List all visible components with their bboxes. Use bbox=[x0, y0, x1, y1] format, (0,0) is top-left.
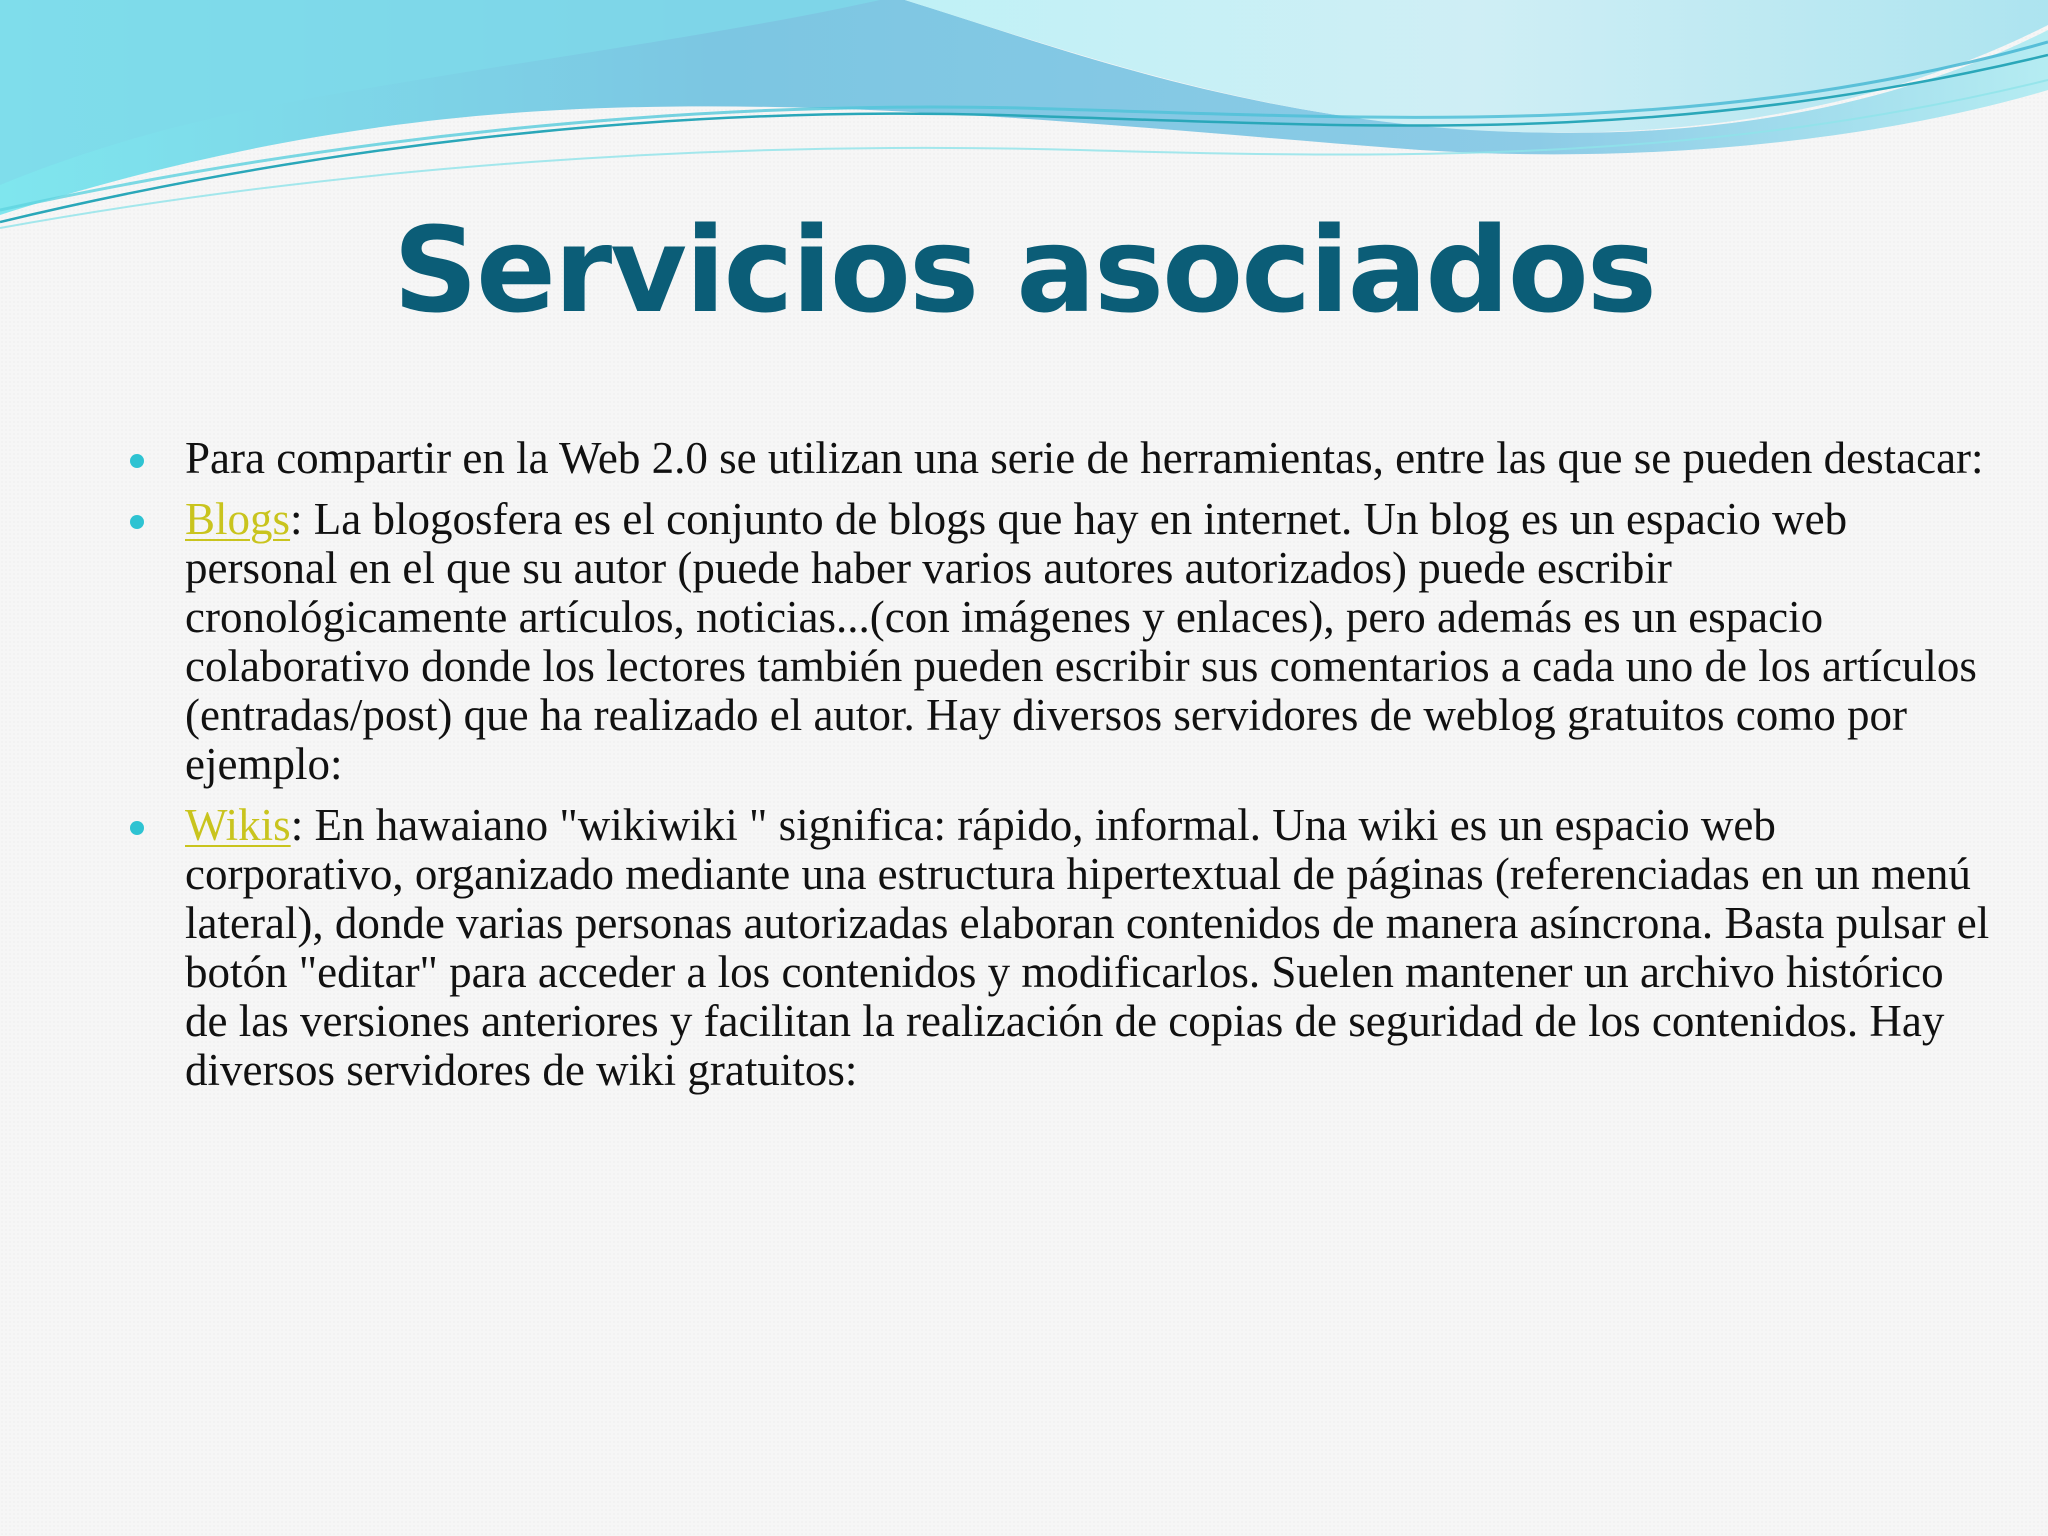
bullet-text: Para compartir en la Web 2.0 se utilizan una serie de herramientas, entre las que se pueden destacar: bbox=[185, 433, 1984, 483]
bullet-dot-icon bbox=[130, 821, 144, 835]
wikis-link[interactable]: Wikis bbox=[185, 800, 291, 850]
bullet-text: : La blogosfera es el conjunto de blogs que hay en internet. Un blog es un espacio web personal en el que su autor (puede haber varios autores autorizados) puede escribir cronológicamente artículos, noticias...(con imágenes y enlaces), pero además es un espacio colaborativo donde los lectores también pueden escribir sus comentarios a cada uno de los artículos (entradas/post) que ha realizado el autor. Hay diversos servidores de weblog gratuitos como por ejemplo: bbox=[185, 494, 1977, 789]
slide-title: Servicios asociados bbox=[392, 201, 1656, 339]
list-item bbox=[130, 495, 1990, 789]
bullet-list bbox=[130, 434, 1990, 1107]
bullet-text: : En hawaiano "wikiwiki " significa: rápido, informal. Una wiki es un espacio web corporativo, organizado mediante una estructura hipertextual de páginas (referenciadas en un menú lateral), donde varias personas autorizadas elaboran contenidos de manera asíncrona. Basta pulsar el botón "editar" para acceder a los contenidos y modificarlos. Suelen mantener un archivo histórico de las versiones anteriores y facilitan la realización de copias de seguridad de los contenidos. Hay diversos servidores de wiki gratuitos: bbox=[185, 800, 1990, 1095]
bullet-dot-icon bbox=[130, 515, 144, 529]
list-item bbox=[130, 801, 1990, 1095]
list-item bbox=[130, 434, 1990, 483]
blogs-link[interactable]: Blogs bbox=[185, 494, 291, 544]
bullet-dot-icon bbox=[130, 454, 144, 468]
